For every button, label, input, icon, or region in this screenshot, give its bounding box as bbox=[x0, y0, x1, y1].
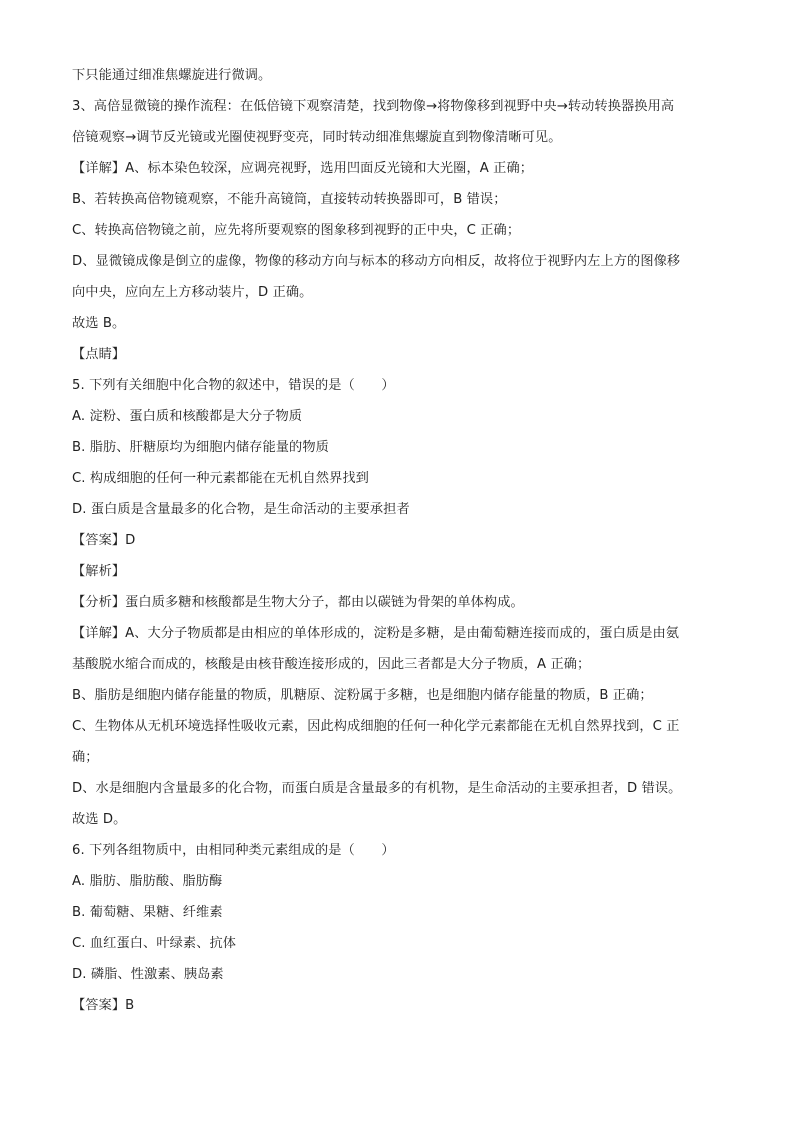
text-line-9: 故选 B。 bbox=[72, 316, 126, 331]
question-6-option-d: D. 磷脂、性激素、胰岛素 bbox=[72, 967, 224, 982]
detail-line-4: C、生物体从无机环境选择性吸收元素，因此构成细胞的任何一种化学元素都能在无机自然界找到，C 正 bbox=[72, 719, 680, 734]
section-label-dianjing: 【点睛】 bbox=[72, 347, 126, 362]
text-line-7: D、显微镜成像是倒立的虚像，物像的移动方向与标本的移动方向相反，故将位于视野内左上方的图像移 bbox=[72, 254, 681, 269]
text-line-1: 下只能通过细准焦螺旋进行微调。 bbox=[72, 68, 272, 83]
detail-line-2: 基酸脱水缩合而成的，核酸是由核苷酸连接形成的，因此三者都是大分子物质，A 正确； bbox=[72, 657, 591, 672]
detail-line-1: 【详解】A、大分子物质都是由相应的单体形成的，淀粉是多糖，是由葡萄糖连接而成的，蛋白质是由氨 bbox=[72, 626, 680, 641]
detail-line-6: D、水是细胞内含量最多的化合物，而蛋白质是含量最多的有机物，是生命活动的主要承担者，D 错误。 bbox=[72, 781, 682, 796]
question-5-option-b: B. 脂肪、肝糖原均为细胞内储存能量的物质 bbox=[72, 440, 329, 455]
text-line-4: 【详解】A、标本染色较深，应调亮视野，选用凹面反光镜和大光圈，A 正确； bbox=[72, 161, 534, 176]
text-line-5: B、若转换高倍物镜观察，不能升高镜筒，直接转动转换器即可，B 错误； bbox=[72, 192, 507, 207]
question-5-answer: 【答案】D bbox=[72, 533, 136, 548]
text-line-6: C、转换高倍物镜之前，应先将所要观察的图象移到视野的正中央，C 正确； bbox=[72, 223, 521, 238]
detail-line-7: 故选 D。 bbox=[72, 812, 127, 827]
text-line-3: 倍镜观察→调节反光镜或光圈使视野变亮，同时转动细准焦螺旋直到物像清晰可见。 bbox=[72, 130, 562, 145]
question-6-option-c: C. 血红蛋白、叶绿素、抗体 bbox=[72, 936, 237, 951]
section-label-jiexi: 【解析】 bbox=[72, 564, 126, 579]
question-6-option-a: A. 脂肪、脂肪酸、脂肪酶 bbox=[72, 874, 223, 889]
question-6-stem: 6. 下列各组物质中，由相同种类元素组成的是（ ） bbox=[72, 843, 395, 858]
question-5-option-a: A. 淀粉、蛋白质和核酸都是大分子物质 bbox=[72, 409, 303, 424]
question-5-option-c: C. 构成细胞的任何一种元素都能在无机自然界找到 bbox=[72, 471, 369, 486]
analysis-text: 【分析】蛋白质多糖和核酸都是生物大分子，都由以碳链为骨架的单体构成。 bbox=[72, 595, 524, 610]
text-line-2: 3、高倍显微镜的操作流程：在低倍镜下观察清楚，找到物像→将物像移到视野中央→转动转换器换用高 bbox=[72, 99, 675, 114]
detail-line-5: 确； bbox=[72, 750, 99, 765]
question-6-option-b: B. 葡萄糖、果糖、纤维素 bbox=[72, 905, 223, 920]
text-line-8: 向中央，应向左上方移动装片，D 正确。 bbox=[72, 285, 313, 300]
question-5-option-d: D. 蛋白质是含量最多的化合物，是生命活动的主要承担者 bbox=[72, 502, 410, 517]
detail-line-3: B、脂肪是细胞内储存能量的物质，肌糖原、淀粉属于多糖，也是细胞内储存能量的物质，B 正确； bbox=[72, 688, 653, 703]
question-5-stem: 5. 下列有关细胞中化合物的叙述中，错误的是（ ） bbox=[72, 378, 395, 393]
question-6-answer: 【答案】B bbox=[72, 998, 135, 1013]
